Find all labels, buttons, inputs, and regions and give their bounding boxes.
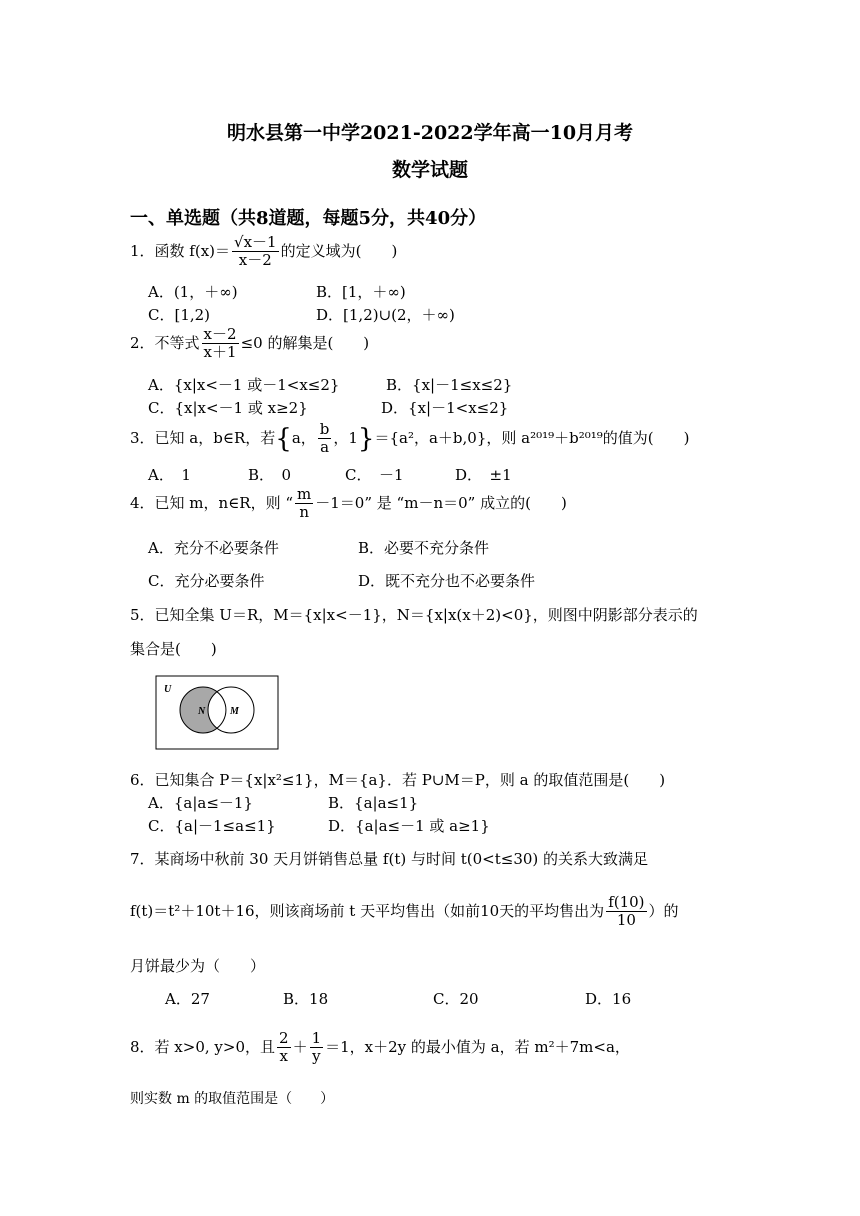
question-5-line-1: 5．已知全集 U＝R，M＝{x|x<－1}，N＝{x|x(x＋2)<0}，则图中阴影部分表示的 (130, 606, 698, 624)
q1-option-c: C．[1,2) (148, 306, 211, 324)
q6-option-d: D．{a|a≤－1 或 a≥1} (328, 817, 490, 835)
question-6: 6．已知集合 P＝{x|x²≤1}，M＝{a}．若 P∪M＝P，则 a 的取值范围是( ) (130, 771, 666, 789)
q3-option-c: C． －1 (345, 466, 404, 484)
q4-option-d: D．既不充分也不必要条件 (358, 572, 536, 590)
question-7-line-3: 月饼最少为（ ） (130, 957, 266, 975)
q7-option-c: C．20 (433, 990, 479, 1008)
q4-fraction: $\frac{m}{n}$ (297, 485, 312, 522)
q2-fraction: $\frac{x-2}{x+1}$ (203, 325, 237, 362)
venn-label-u: U (164, 684, 172, 695)
exam-subtitle: 数学试题 (391, 159, 468, 181)
exam-title: 明水县第一中学2021-2022学年高一10月月考 (226, 122, 634, 144)
q3-option-d: D． ±1 (455, 466, 512, 484)
section-heading: 一、单选题（共8道题，每题5分，共40分） (130, 208, 487, 229)
question-2: 2．不等式 $\frac{x-2}{x+1}$ ≤0 的解集是( ) (130, 325, 370, 362)
q7-option-d: D．16 (585, 990, 632, 1008)
q8-fraction-1: $\frac{2}{x}$ (279, 1029, 289, 1066)
q8-fraction-2: $\frac{1}{y}$ (311, 1029, 322, 1066)
q1-option-d: D．[1,2)∪(2，＋∞) (316, 306, 455, 324)
question-1: 1．函数 f(x)＝ $\frac{√x-1}{x-2}$ 的定义域为( ) (130, 233, 398, 270)
q4-option-c: C．充分必要条件 (148, 572, 265, 590)
q6-option-a: A．{a|a≤－1} (148, 794, 253, 812)
q3-fraction: $\frac{b}{a}$ (319, 420, 330, 457)
question-5-line-2: 集合是( ) (130, 640, 217, 658)
q2-option-d: D．{x|－1<x≤2} (381, 399, 509, 417)
question-8: 8．若 x>0, y>0，且 $\frac{2}{x}$ ＋ $\frac{1}{y}$ ＝1，x＋2y 的最小值为 a，若 m²＋7m<a， (130, 1029, 630, 1066)
q1-fraction: $\frac{√x-1}{x-2}$ (234, 233, 277, 270)
q7-fraction: $\frac{f(10)}{10}$ (608, 893, 645, 930)
question-3: 3．已知 a，b∈R，若{a， $\frac{b}{a}$ ，1}＝{a²，a＋b,0}，则 a²⁰¹⁹＋b²⁰¹⁹的值为( ) (130, 420, 690, 457)
question-7-line-1: 7．某商场中秋前 30 天月饼销售总量 f(t) 与时间 t(0<t≤30) 的关系大致满足 (130, 850, 649, 868)
venn-diagram (155, 675, 280, 751)
question-7-line-2: f(t)＝t²＋10t＋16，则该商场前 t 天平均售出（如前10天的平均售出为 $\frac{f(10)}{10}$ ）的 (130, 893, 679, 930)
venn-label-m: M (230, 706, 239, 717)
q3-option-b: B． 0 (248, 466, 292, 484)
q4-option-a: A．充分不必要条件 (148, 539, 279, 557)
q2-option-a: A．{x|x<－1 或－1<x≤2} (148, 376, 340, 394)
venn-label-n: N (198, 706, 206, 717)
q2-option-b: B．{x|－1≤x≤2} (386, 376, 513, 394)
q4-option-b: B．必要不充分条件 (358, 539, 490, 557)
q7-option-b: B．18 (283, 990, 329, 1008)
question-8-line-2: 则实数 m 的取值范围是（ ） (130, 1091, 335, 1107)
q6-option-b: B．{a|a≤1} (328, 794, 419, 812)
question-4: 4．已知 m，n∈R，则 “ $\frac{m}{n}$ －1＝0” 是 “m－n＝0” 成立的( ) (130, 485, 567, 522)
q3-option-a: A． 1 (148, 466, 191, 484)
q1-option-b: B．[1，＋∞) (316, 283, 406, 301)
q7-option-a: A．27 (165, 990, 210, 1008)
q2-option-c: C．{x|x<－1 或 x≥2} (148, 399, 308, 417)
q6-option-c: C．{a|－1≤a≤1} (148, 817, 276, 835)
q1-option-a: A．(1，＋∞) (148, 283, 238, 301)
